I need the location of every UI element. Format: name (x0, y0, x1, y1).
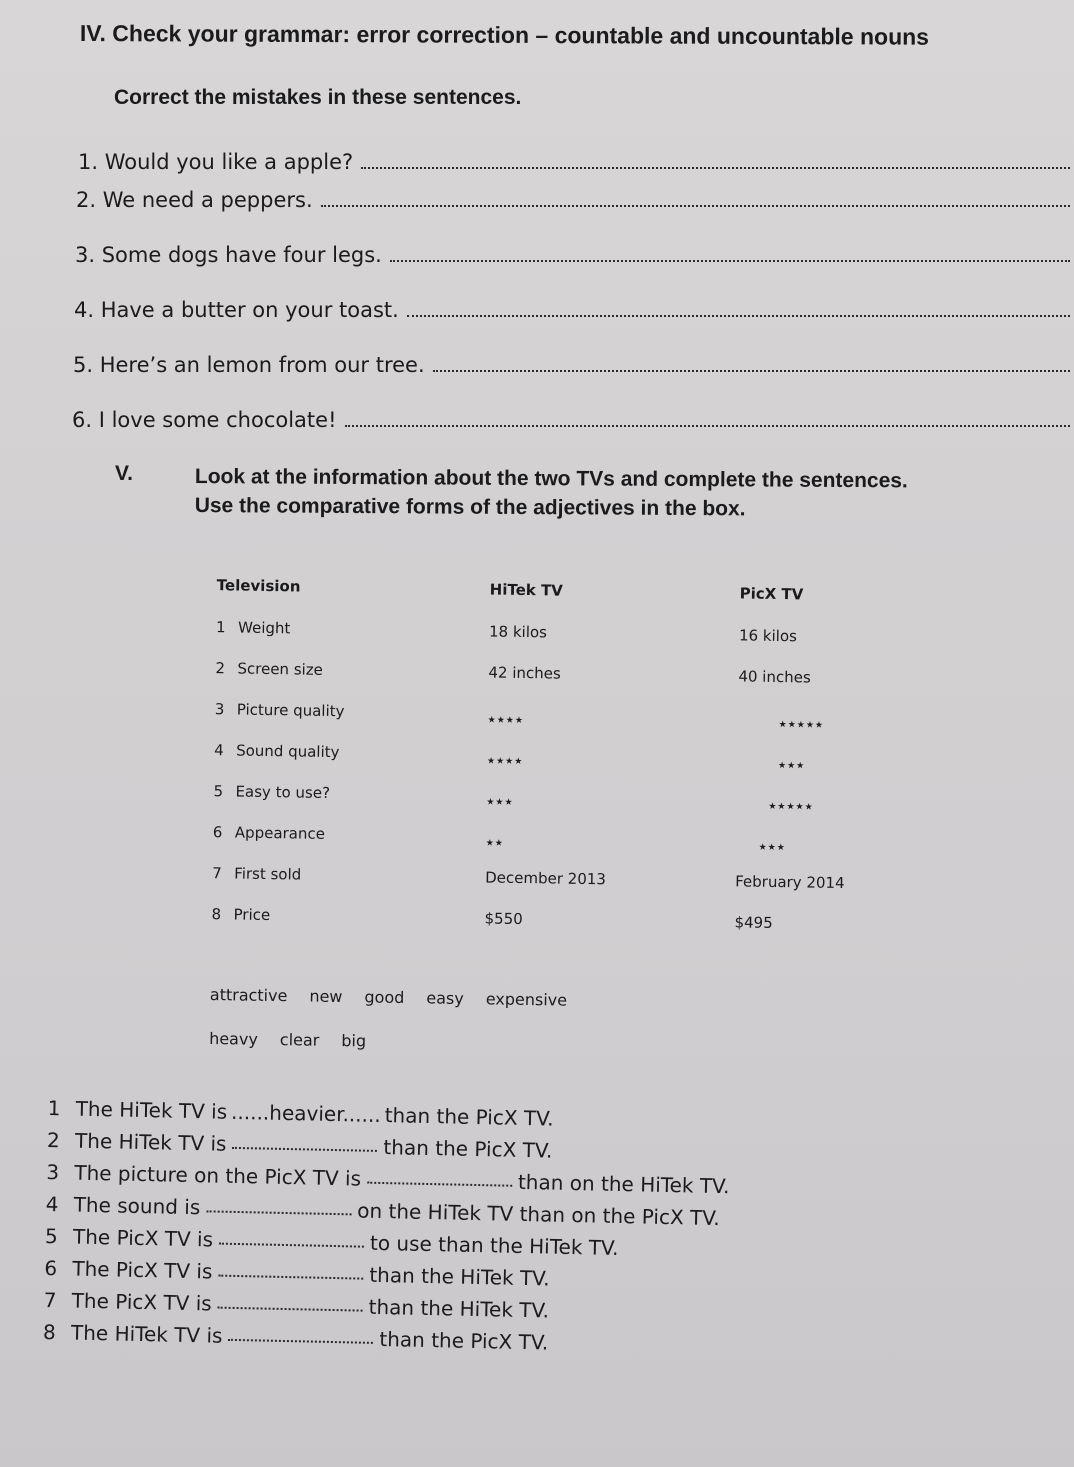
section-5-numeral: V. (115, 462, 133, 485)
word-item: new (309, 986, 343, 1007)
adjective-word-box (209, 985, 630, 1080)
hitek-star-rating: ★★★★ (487, 715, 525, 727)
sentence-end: than the HiTek TV. (369, 1262, 550, 1291)
hitek-value: 18 kilos (488, 622, 548, 642)
exercise-sentence-text: 5. Here’s an lemon from our tree. (73, 353, 425, 377)
sentence-number: 1 (47, 1096, 61, 1121)
sentence-end: on the HiTek TV than on the PicX TV. (357, 1198, 720, 1231)
answer-dotted-line[interactable] (345, 424, 1071, 427)
table-row (204, 618, 904, 653)
answer-dotted-line[interactable] (433, 369, 1070, 372)
word-item: good (364, 987, 405, 1008)
table-row (201, 823, 901, 858)
row-label (211, 905, 270, 924)
sentence-end: than the PicX TV. (383, 1135, 553, 1163)
word-item: heavy (209, 1028, 259, 1049)
row-number: 6 (212, 823, 223, 842)
exercise-sentence-text: 1. Would you like a apple? (78, 150, 354, 174)
sentence-end: to use than the HiTek TV. (369, 1230, 619, 1260)
sentence-start: The PicX TV is (72, 1256, 213, 1284)
column-header-television: Television (216, 576, 301, 596)
sentence-number: 5 (44, 1223, 59, 1249)
hitek-star-rating: ★★ (485, 838, 504, 849)
word-box-row-2 (209, 1029, 630, 1080)
answer-blank[interactable] (232, 1146, 377, 1152)
table-row (203, 700, 903, 735)
answer-blank[interactable] (218, 1274, 363, 1280)
picx-star-rating: ★★★★★ (778, 720, 825, 731)
row-label (213, 782, 330, 802)
table-row (202, 741, 902, 776)
answer-blank[interactable] (218, 1306, 363, 1312)
word-item: big (341, 1031, 367, 1051)
word-item: expensive (485, 989, 568, 1010)
sentence-start: The sound is (73, 1192, 201, 1220)
table-header-row (205, 576, 905, 611)
row-number: 4 (214, 741, 224, 760)
answer-blank[interactable] (367, 1181, 512, 1187)
picx-value: February 2014 (735, 872, 845, 893)
row-label-text: Price (233, 905, 271, 925)
picx-star-rating: ★★★ (758, 842, 786, 854)
section-5-instruction (195, 462, 908, 524)
sentence-end: than the HiTek TV. (368, 1294, 550, 1323)
row-number: 5 (213, 782, 224, 801)
row-label (215, 659, 323, 679)
sentence-start: The PicX TV is (71, 1288, 212, 1316)
sentence-number: 4 (45, 1191, 59, 1217)
table-row (200, 864, 900, 899)
exercise-sentence-4 (74, 288, 1070, 322)
row-label-text: Appearance (234, 823, 326, 843)
exercise-sentence-3 (75, 233, 1070, 267)
row-label-text: Weight (237, 618, 291, 638)
completion-sentences (43, 1096, 808, 1368)
sentence-number: 3 (46, 1159, 60, 1185)
sentence-start: The HiTek TV is (75, 1096, 228, 1124)
tv-comparison-table (199, 570, 905, 961)
exercise-sentence-text: 3. Some dogs have four legs. (75, 243, 382, 267)
answer-dotted-line[interactable] (390, 259, 1070, 262)
picx-value: 40 inches (738, 667, 811, 687)
word-item: attractive (209, 985, 288, 1006)
row-label-text: Picture quality (236, 700, 345, 721)
answer-dotted-line[interactable] (407, 314, 1070, 317)
answer-dotted-line[interactable] (361, 166, 1070, 169)
table-row (203, 659, 903, 694)
hitek-value: $550 (484, 909, 523, 929)
answer-dotted-line[interactable] (321, 204, 1070, 207)
picx-value: 16 kilos (738, 626, 798, 646)
hitek-value: December 2013 (485, 868, 607, 889)
section-5-line-2: Use the comparative forms of the adjectives in the box. (194, 493, 746, 521)
exercise-sentence-6 (72, 398, 1070, 432)
answer-blank[interactable] (228, 1338, 373, 1344)
answer-blank[interactable] (206, 1209, 351, 1215)
word-item: clear (279, 1030, 320, 1050)
hitek-star-rating: ★★★ (486, 797, 514, 808)
exercise-sentence-1 (78, 140, 1070, 174)
row-number: 2 (215, 659, 226, 678)
sentence-start: The HiTek TV is (70, 1320, 223, 1348)
answer-blank[interactable] (219, 1242, 364, 1248)
row-label (212, 864, 301, 883)
picx-value: $495 (734, 913, 773, 932)
word-box-row-1 (209, 985, 630, 1036)
sentence-number: 2 (46, 1127, 61, 1153)
sentence-start: The picture on the PicX TV is (74, 1160, 362, 1191)
exercise-sentence-text: 4. Have a butter on your toast. (74, 298, 399, 322)
exercise-sentence-text: 6. I love some chocolate! (72, 408, 337, 432)
sentence-end: than the PicX TV. (384, 1103, 554, 1131)
row-number: 7 (212, 864, 222, 883)
row-label (213, 823, 325, 843)
table-row (201, 782, 901, 817)
row-label-text: Easy to use? (235, 782, 331, 802)
exercise-sentence-2 (76, 178, 1070, 212)
row-label-text: First sold (234, 864, 302, 884)
sentence-start: The PicX TV is (72, 1224, 214, 1252)
row-label (216, 618, 291, 637)
exercise-sentence-5 (73, 343, 1070, 377)
column-header-hitek: HiTek TV (489, 580, 564, 600)
sentence-number: 7 (43, 1287, 57, 1313)
hitek-value: 42 inches (488, 663, 561, 683)
sentence-number: 8 (42, 1319, 57, 1345)
section-4-title: IV. Check your grammar: error correction – countable and uncountable nouns (79, 20, 930, 50)
sentence-end: than the PicX TV. (379, 1326, 549, 1355)
table-row (199, 905, 899, 940)
column-header-picx: PicX TV (739, 584, 804, 604)
sentence-end: than on the HiTek TV. (517, 1169, 730, 1199)
exercise-sentence-text: 2. We need a peppers. (76, 188, 313, 212)
sentence-number: 6 (44, 1255, 58, 1281)
row-label-text: Screen size (237, 659, 324, 679)
filled-answer[interactable]: ......heavier...... (230, 1099, 381, 1127)
row-number: 8 (211, 905, 222, 924)
section-5-line-1: Look at the information about the two TVs and complete the sentences. (194, 464, 908, 493)
row-label (215, 700, 345, 720)
sentence-start: The HiTek TV is (74, 1128, 227, 1156)
section-4-instruction: Correct the mistakes in these sentences. (114, 86, 522, 109)
row-label (214, 741, 340, 761)
row-number: 3 (214, 700, 225, 719)
row-label-text: Sound quality (236, 741, 340, 762)
hitek-star-rating: ★★★★ (486, 756, 524, 768)
picx-star-rating: ★★★★★ (768, 801, 814, 813)
word-item: easy (426, 988, 464, 1008)
row-number: 1 (215, 618, 226, 637)
picx-star-rating: ★★★ (777, 761, 806, 772)
